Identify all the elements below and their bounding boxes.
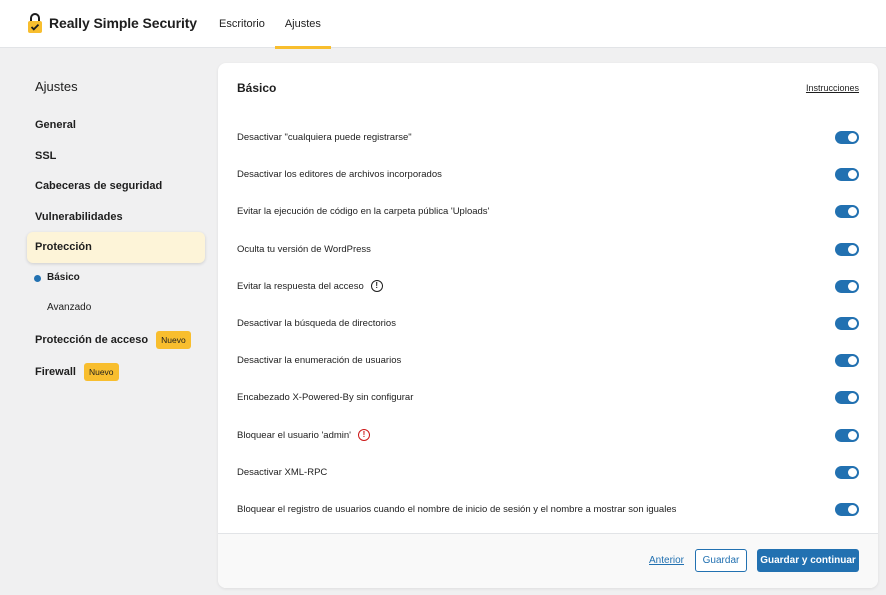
setting-row <box>237 231 859 268</box>
sidebar-item-firewall[interactable] <box>27 357 205 388</box>
main-nav <box>209 0 331 48</box>
setting-label-with-info <box>237 280 383 292</box>
setting-label: Evitar la respuesta del acceso <box>237 280 364 292</box>
setting-toggle[interactable] <box>835 466 859 479</box>
brand-name: Really Simple Security <box>49 15 197 31</box>
setting-label: Oculta tu versión de WordPress <box>237 243 371 255</box>
setting-toggle[interactable] <box>835 205 859 218</box>
settings-list <box>237 119 859 528</box>
sidebar-subitem-advanced[interactable]: Avanzado <box>47 302 92 313</box>
setting-row <box>237 193 859 230</box>
sidebar-subitem-basic-label: Básico <box>47 272 80 283</box>
settings-panel <box>218 63 878 588</box>
setting-row <box>237 342 859 379</box>
previous-link[interactable]: Anterior <box>649 555 685 566</box>
setting-toggle[interactable] <box>835 243 859 256</box>
setting-row <box>237 417 859 454</box>
sidebar-item-login-protection-label: Protección de acceso <box>35 333 149 346</box>
brand-logo[interactable] <box>27 12 197 34</box>
lock-icon <box>27 12 43 34</box>
sidebar-title: Ajustes <box>35 79 78 94</box>
new-badge: Nuevo <box>156 331 191 349</box>
save-button[interactable]: Guardar <box>695 549 747 572</box>
warning-icon[interactable]: ! <box>358 429 370 441</box>
setting-toggle[interactable] <box>835 131 859 144</box>
new-badge: Nuevo <box>84 363 119 381</box>
setting-row <box>237 119 859 156</box>
panel-footer <box>218 533 878 588</box>
setting-row <box>237 491 859 528</box>
save-continue-button[interactable]: Guardar y continuar <box>757 549 859 572</box>
tab-ajustes[interactable]: Ajustes <box>275 0 331 48</box>
setting-toggle[interactable] <box>835 391 859 404</box>
setting-label: Desactivar la enumeración de usuarios <box>237 355 402 367</box>
setting-row <box>237 379 859 416</box>
setting-row <box>237 454 859 491</box>
setting-label-with-warning <box>237 429 370 441</box>
setting-label: Bloquear el usuario 'admin' <box>237 429 351 441</box>
setting-toggle[interactable] <box>835 317 859 330</box>
setting-label: Desactivar la búsqueda de directorios <box>237 318 396 330</box>
panel-title: Básico <box>237 81 277 95</box>
active-dot-icon <box>34 275 41 282</box>
sidebar-item-ssl[interactable]: SSL <box>35 149 57 162</box>
setting-row <box>237 305 859 342</box>
sidebar-item-headers[interactable]: Cabeceras de seguridad <box>35 180 163 193</box>
sidebar <box>27 64 205 388</box>
setting-label: Desactivar XML-RPC <box>237 466 328 478</box>
sidebar-item-login-protection[interactable] <box>27 325 205 356</box>
tab-escritorio[interactable]: Escritorio <box>219 18 265 30</box>
setting-label: Desactivar los editores de archivos incorporados <box>237 169 442 181</box>
setting-label: Desactivar "cualquiera puede registrarse" <box>237 132 412 144</box>
top-bar <box>0 0 886 48</box>
info-icon[interactable]: ! <box>371 280 383 292</box>
setting-row <box>237 268 859 305</box>
setting-toggle[interactable] <box>835 168 859 181</box>
setting-row <box>237 156 859 193</box>
setting-toggle[interactable] <box>835 354 859 367</box>
sidebar-item-protection[interactable]: Protección <box>27 232 205 263</box>
sidebar-item-vulnerabilities[interactable]: Vulnerabilidades <box>35 210 123 223</box>
setting-label: Evitar la ejecución de código en la carpeta pública 'Uploads' <box>237 206 490 218</box>
instructions-link[interactable]: Instrucciones <box>805 83 859 93</box>
sidebar-item-firewall-label: Firewall <box>35 366 76 379</box>
setting-toggle[interactable] <box>835 429 859 442</box>
sidebar-item-general[interactable]: General <box>35 119 76 132</box>
sidebar-subitem-basic[interactable] <box>27 263 205 293</box>
setting-toggle[interactable] <box>835 503 859 516</box>
setting-toggle[interactable] <box>835 280 859 293</box>
setting-label: Encabezado X-Powered-By sin configurar <box>237 392 414 404</box>
setting-label: Bloquear el registro de usuarios cuando el nombre de inicio de sesión y el nombre a mostrar son iguales <box>237 503 677 515</box>
